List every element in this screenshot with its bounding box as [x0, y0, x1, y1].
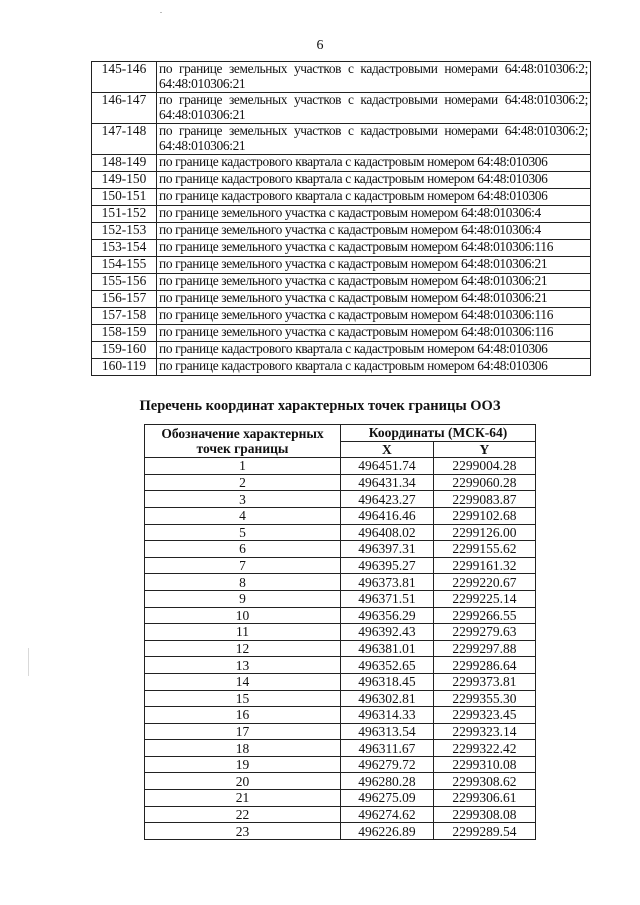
point-number-cell: 13	[145, 657, 341, 674]
coordinate-row	[145, 806, 536, 823]
coordinate-row	[145, 624, 536, 641]
point-number-cell: 15	[145, 690, 341, 707]
coordinate-row	[145, 607, 536, 624]
y-value-cell: 2299286.64	[433, 657, 535, 674]
point-number-cell: 18	[145, 740, 341, 757]
point-number-cell: 10	[145, 607, 341, 624]
y-value-cell: 2299266.55	[433, 607, 535, 624]
boundary-row	[92, 223, 591, 240]
point-number-cell: 1	[145, 458, 341, 475]
y-value-cell: 2299355.30	[433, 690, 535, 707]
y-value-cell: 2299297.88	[433, 640, 535, 657]
x-value-cell: 496313.54	[341, 723, 434, 740]
point-designation-header: Обозначение характерных точек границы	[145, 425, 341, 458]
y-value-cell: 2299155.62	[433, 541, 535, 558]
x-value-cell: 496279.72	[341, 756, 434, 773]
segment-cell: 160-119	[92, 359, 157, 376]
boundary-row	[92, 325, 591, 342]
x-value-cell: 496416.46	[341, 507, 434, 524]
segment-cell: 153-154	[92, 240, 157, 257]
point-number-cell: 5	[145, 524, 341, 541]
coordinate-row	[145, 640, 536, 657]
y-value-cell: 2299373.81	[433, 673, 535, 690]
x-value-cell: 496311.67	[341, 740, 434, 757]
x-value-cell: 496381.01	[341, 640, 434, 657]
point-number-cell: 19	[145, 756, 341, 773]
segment-cell: 151-152	[92, 206, 157, 223]
y-value-cell: 2299308.62	[433, 773, 535, 790]
point-number-cell: 4	[145, 507, 341, 524]
boundary-row	[92, 189, 591, 206]
x-value-cell: 496274.62	[341, 806, 434, 823]
segment-description-cell: по границе земельного участка с кадастровым номером 64:48:010306:4	[157, 206, 591, 223]
segment-cell: 152-153	[92, 223, 157, 240]
point-number-cell: 3	[145, 491, 341, 508]
segment-cell: 149-150	[92, 172, 157, 189]
coordinate-row	[145, 756, 536, 773]
boundary-table-body	[92, 62, 591, 376]
coordinates-table-body	[145, 458, 536, 840]
coordinates-title: Перечень координат характерных точек границы ООЗ	[139, 398, 501, 414]
boundary-row	[92, 257, 591, 274]
x-value-cell: 496395.27	[341, 557, 434, 574]
boundary-row	[92, 172, 591, 189]
point-number-cell: 20	[145, 773, 341, 790]
segment-description-cell: по границе земельного участка с кадастровым номером 64:48:010306:116	[157, 308, 591, 325]
segment-description-cell: по границе кадастрового квартала с кадастровым номером 64:48:010306	[157, 342, 591, 359]
point-number-cell: 11	[145, 624, 341, 641]
segment-description-cell: по границе земельных участков с кадастровыми номерами 64:48:010306:2; 64:48:010306:21	[157, 124, 591, 155]
scan-artifact-line	[28, 648, 29, 676]
point-number-cell: 23	[145, 823, 341, 840]
x-value-cell: 496431.34	[341, 474, 434, 491]
segment-cell: 146-147	[92, 93, 157, 124]
segment-description-cell: по границе кадастрового квартала с кадастровым номером 64:48:010306	[157, 359, 591, 376]
x-value-cell: 496314.33	[341, 707, 434, 724]
boundary-row	[92, 240, 591, 257]
x-value-cell: 496451.74	[341, 458, 434, 475]
segment-cell: 159-160	[92, 342, 157, 359]
y-value-cell: 2299306.61	[433, 790, 535, 807]
coordinates-system-header: Координаты (МСК-64)	[341, 425, 536, 442]
boundary-row	[92, 62, 591, 93]
x-value-cell: 496280.28	[341, 773, 434, 790]
segment-description-cell: по границе земельного участка с кадастровым номером 64:48:010306:116	[157, 325, 591, 342]
segment-cell: 145-146	[92, 62, 157, 93]
coordinate-row	[145, 707, 536, 724]
y-value-cell: 2299126.00	[433, 524, 535, 541]
page-number: 6	[316, 38, 324, 53]
segment-description-cell: по границе земельного участка с кадастровым номером 64:48:010306:116	[157, 240, 591, 257]
x-value-cell: 496373.81	[341, 574, 434, 591]
boundary-row	[92, 274, 591, 291]
x-value-cell: 496356.29	[341, 607, 434, 624]
point-number-cell: 12	[145, 640, 341, 657]
boundary-row	[92, 93, 591, 124]
point-number-cell: 21	[145, 790, 341, 807]
boundary-row	[92, 359, 591, 376]
y-value-cell: 2299004.28	[433, 458, 535, 475]
coordinate-row	[145, 773, 536, 790]
point-number-cell: 6	[145, 541, 341, 558]
segment-cell: 156-157	[92, 291, 157, 308]
coordinate-row	[145, 524, 536, 541]
point-number-cell: 17	[145, 723, 341, 740]
segment-cell: 155-156	[92, 274, 157, 291]
point-number-cell: 2	[145, 474, 341, 491]
y-column-header: Y	[433, 441, 535, 458]
y-value-cell: 2299323.14	[433, 723, 535, 740]
x-value-cell: 496408.02	[341, 524, 434, 541]
coordinate-row	[145, 458, 536, 475]
coordinate-row	[145, 557, 536, 574]
point-number-cell: 16	[145, 707, 341, 724]
coordinates-table	[144, 424, 536, 840]
point-number-cell: 7	[145, 557, 341, 574]
coordinate-row	[145, 474, 536, 491]
y-value-cell: 2299310.08	[433, 756, 535, 773]
boundary-row	[92, 342, 591, 359]
y-value-cell: 2299322.42	[433, 740, 535, 757]
coordinate-row	[145, 790, 536, 807]
boundary-row	[92, 206, 591, 223]
coordinates-header-row	[145, 425, 536, 442]
x-value-cell: 496302.81	[341, 690, 434, 707]
coordinates-table-head	[145, 425, 536, 458]
y-value-cell: 2299323.45	[433, 707, 535, 724]
segment-description-cell: по границе земельного участка с кадастровым номером 64:48:010306:4	[157, 223, 591, 240]
boundary-row	[92, 155, 591, 172]
point-number-cell: 8	[145, 574, 341, 591]
segment-description-cell: по границе кадастрового квартала с кадастровым номером 64:48:010306	[157, 155, 591, 172]
point-number-cell: 22	[145, 806, 341, 823]
y-value-cell: 2299102.68	[433, 507, 535, 524]
segment-cell: 150-151	[92, 189, 157, 206]
x-value-cell: 496275.09	[341, 790, 434, 807]
x-value-cell: 496371.51	[341, 590, 434, 607]
x-value-cell: 496318.45	[341, 673, 434, 690]
segment-cell: 158-159	[92, 325, 157, 342]
segment-cell: 147-148	[92, 124, 157, 155]
coordinate-row	[145, 823, 536, 840]
x-value-cell: 496392.43	[341, 624, 434, 641]
x-value-cell: 496397.31	[341, 541, 434, 558]
segment-description-cell: по границе земельного участка с кадастровым номером 64:48:010306:21	[157, 291, 591, 308]
y-value-cell: 2299225.14	[433, 590, 535, 607]
boundary-description-table	[91, 61, 591, 376]
y-value-cell: 2299289.54	[433, 823, 535, 840]
y-value-cell: 2299220.67	[433, 574, 535, 591]
y-value-cell: 2299060.28	[433, 474, 535, 491]
segment-description-cell: по границе кадастрового квартала с кадастровым номером 64:48:010306	[157, 172, 591, 189]
y-value-cell: 2299083.87	[433, 491, 535, 508]
x-value-cell: 496226.89	[341, 823, 434, 840]
point-number-cell: 9	[145, 590, 341, 607]
point-number-cell: 14	[145, 673, 341, 690]
boundary-row	[92, 308, 591, 325]
segment-cell: 148-149	[92, 155, 157, 172]
coordinate-row	[145, 723, 536, 740]
segment-description-cell: по границе земельных участков с кадастровыми номерами 64:48:010306:2; 64:48:010306:21	[157, 93, 591, 124]
coordinate-row	[145, 657, 536, 674]
segment-cell: 154-155	[92, 257, 157, 274]
boundary-row	[92, 291, 591, 308]
x-value-cell: 496423.27	[341, 491, 434, 508]
y-value-cell: 2299308.08	[433, 806, 535, 823]
segment-cell: 157-158	[92, 308, 157, 325]
coordinate-row	[145, 740, 536, 757]
y-value-cell: 2299279.63	[433, 624, 535, 641]
coordinate-row	[145, 673, 536, 690]
segment-description-cell: по границе земельных участков с кадастровыми номерами 64:48:010306:2; 64:48:010306:21	[157, 62, 591, 93]
x-column-header: X	[341, 441, 434, 458]
coordinate-row	[145, 574, 536, 591]
y-value-cell: 2299161.32	[433, 557, 535, 574]
coordinate-row	[145, 690, 536, 707]
coordinate-row	[145, 491, 536, 508]
scan-artifact	[160, 12, 162, 13]
coordinate-row	[145, 590, 536, 607]
boundary-row	[92, 124, 591, 155]
coordinate-row	[145, 541, 536, 558]
segment-description-cell: по границе земельного участка с кадастровым номером 64:48:010306:21	[157, 257, 591, 274]
coordinate-row	[145, 507, 536, 524]
segment-description-cell: по границе земельного участка с кадастровым номером 64:48:010306:21	[157, 274, 591, 291]
segment-description-cell: по границе кадастрового квартала с кадастровым номером 64:48:010306	[157, 189, 591, 206]
x-value-cell: 496352.65	[341, 657, 434, 674]
